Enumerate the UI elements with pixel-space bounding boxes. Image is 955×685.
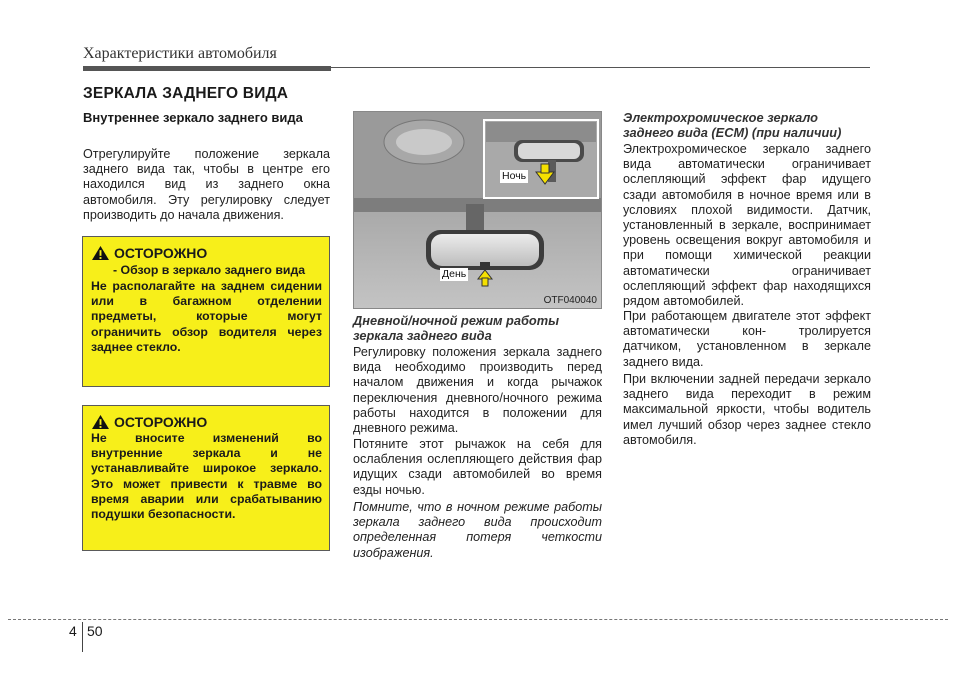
warning-text: Не располагайте на заднем сидении или в багажном отделении предметы, которые могут ограничить обзор водителя через заднее стекло. [91,279,322,354]
page-number: 50 [87,623,103,639]
right-paragraph-1: Электрохромическое зеркало заднего вида автоматически ограничивает ослепляющий эффект фар идущего сзади автомобиля в ночное время или в условиях плохой видимости. Датчик, установленный в зеркале, воспринимает уровень освещения вокруг автомобиля и при помощи химической реакции автоматически ограничивает ослепляющий эффект фар находящихся рядом автомобилей. [623,142,871,309]
warning-title: ОСТОРОЖНО [114,245,208,261]
chapter-number: 4 [69,623,77,639]
middle-note: Помните, что в ночном режиме работы зеркала заднего вида происходит определенная потеря четкости изображения. [353,500,602,560]
section-title: Характеристики автомобиля [83,45,277,62]
day-label: День [442,268,467,280]
middle-paragraph-2: Потяните этот рычажок на себя для ослабления ослепляющего действия фар идущих сзади автомобилей во время езды ночью. [353,437,602,497]
warning-box-2 [82,405,330,551]
warning-subtitle: - Обзор в зеркало заднего вида [113,263,306,277]
mirror-illustration [354,112,602,309]
page-footer [0,614,955,654]
page-heading: ЗЕРКАЛА ЗАДНЕГО ВИДА [83,85,289,102]
section-header [83,44,870,74]
footer-dashed-line [8,619,948,620]
warning-box-1 [82,236,330,387]
figure-code: OTF040040 [543,295,597,306]
right-caption: Электрохромическое зеркало заднего вида (ECM) (при наличии) [623,110,842,140]
intro-paragraph: Отрегулируйте положение зеркала заднего вида так, чтобы в центре его находился вид из заднего окна автомобиля. Эту регулировку следует производить до начала движения. [83,147,330,222]
night-label: Ночь [502,170,527,182]
right-paragraph-2: При работающем двигателе этот эффект автоматически кон- тролируется датчиком, установленном в зеркале заднего вида. [623,309,871,369]
section-rule [83,67,870,68]
mirror-photo [353,111,602,309]
warning-triangle-icon [91,245,110,261]
warning-text: Не вносите изменений во внутренние зеркала и не устанавливайте широкое зеркало. Это может привести к травме во время аварии или срабатыванию подушки безопасности. [91,431,322,522]
warning-title-row [91,414,322,430]
page-number-divider [82,622,83,652]
right-paragraph-3: При включении задней передачи зеркало заднего вида переходит в режим максимальной яркости, чтобы водитель имел лучший обзор через заднее стекло автомобиля. [623,372,871,447]
middle-paragraph-1: Регулировку положения зеркала заднего вида необходимо производить перед началом движения и когда рычажок переключения дневного/ночного режима работы находится в положении для дневного режима. [353,345,602,436]
middle-caption: Дневной/ночной режим работы зеркала заднего вида [353,313,560,343]
warning-title: ОСТОРОЖНО [114,414,208,430]
warning-title-row [91,245,322,261]
subheading: Внутреннее зеркало заднего вида [83,110,303,125]
warning-triangle-icon [91,414,110,430]
